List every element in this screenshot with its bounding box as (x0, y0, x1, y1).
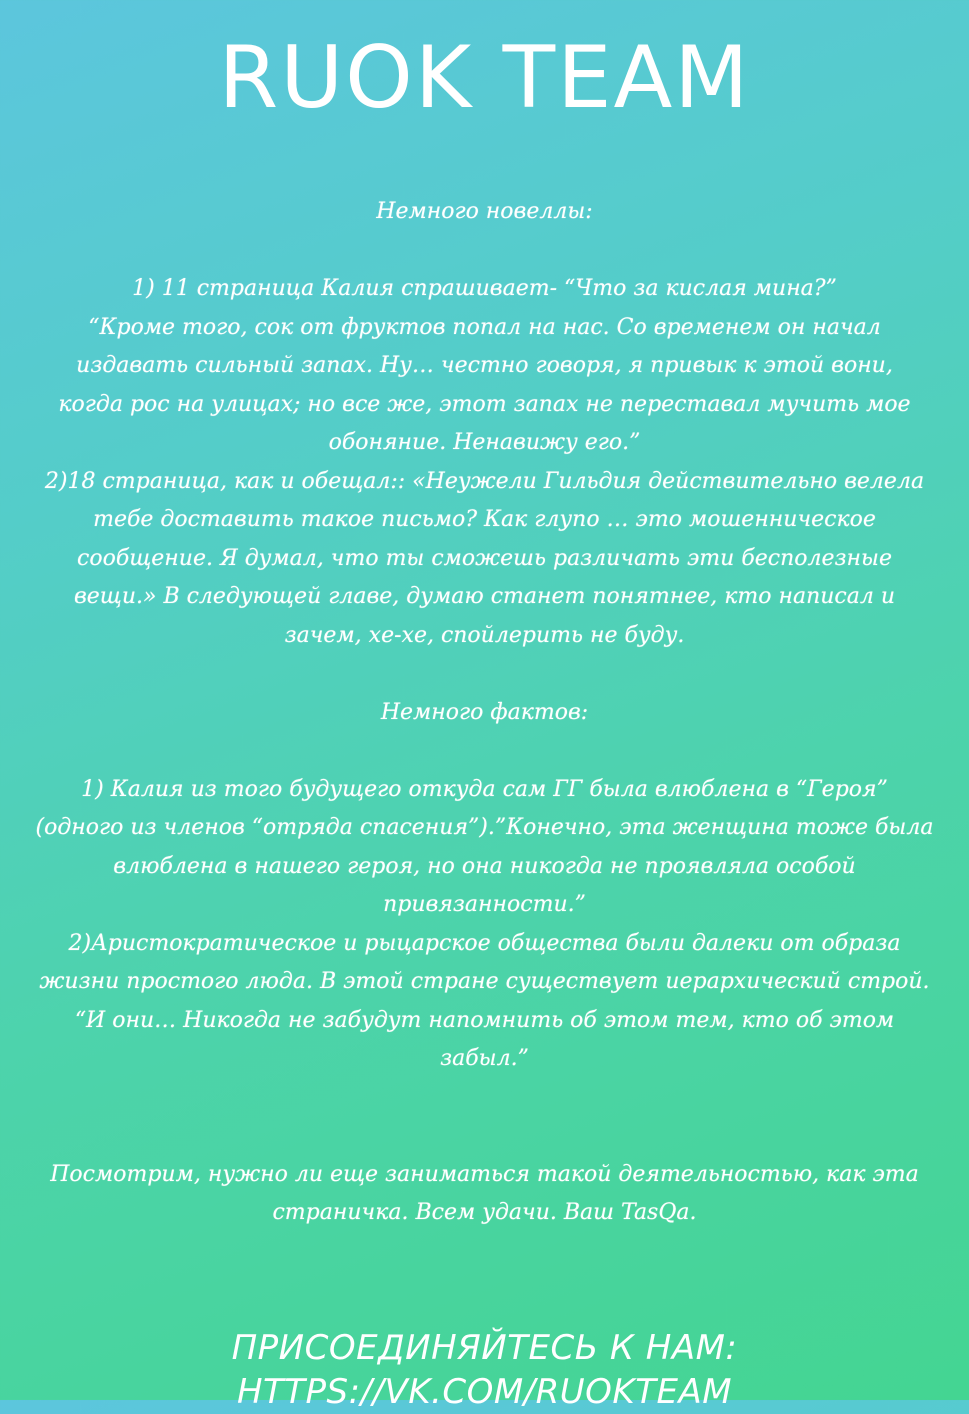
facts-item2-line: 2)Аристократическое и рыцарское общества были далеки от образа (68, 930, 901, 956)
facts-item1-line: влюблена в нашего героя, но она никогда не проявляла особой (113, 853, 856, 879)
novel-item2-line: 2)18 страница, как и обещал:: «Неужели Гильдия действительно велела (44, 468, 925, 494)
novel-item1-line: издавать сильный запах. Ну… честно говоря, я привык к этой вони, (76, 353, 893, 378)
facts-item1-line: привязанности.” (383, 892, 586, 917)
novel-heading: Немного новеллы: (376, 199, 593, 224)
team-title: RUOK TEAM (218, 28, 751, 128)
novel-item2-line: тебе доставить такое письмо? Как глупо … это мошенническое (93, 507, 876, 532)
novel-item1-line: обоняние. Ненавижу его.” (328, 430, 641, 455)
novel-item1-line: 1) 11 страница Калия спрашивает- “Что за кислая мина?” (132, 276, 837, 301)
novel-item2-line: вещи.» В следующей главе, думаю станет понятнее, кто написал и (73, 584, 896, 609)
novel-item2-line: сообщение. Я думал, что ты сможешь различать эти бесполезные (77, 545, 892, 571)
facts-heading: Немного фактов: (380, 699, 589, 725)
join-us-link[interactable]: ПРИСОЕДИНЯЙТЕСЬ К НАМ: HTTPS://VK.COM/RUOKTEAM (231, 1328, 738, 1412)
notes-content (22, 193, 947, 1233)
facts-item2-line: “И они… Никогда не забудут напомнить об этом тем, кто об этом (74, 1007, 895, 1033)
novel-item2-line: зачем, хе-хе, спойлерить не буду. (284, 622, 685, 648)
facts-item1-line: (одного из членов “отряда спасения”).”Конечно, эта женщина тоже была (35, 815, 934, 840)
novel-item1-line: “Кроме того, сок от фруктов попал на нас. Со временем он начал (88, 314, 881, 340)
facts-item2-line: жизни простого люда. В этой стране существует иерархический строй. (39, 969, 930, 994)
closing-line: Посмотрим, нужно ли еще заниматься такой деятельностью, как эта (50, 1161, 919, 1187)
closing-line: страничка. Всем удачи. Ваш TasQa. (272, 1200, 697, 1225)
facts-item2-line: забыл.” (440, 1046, 529, 1071)
novel-item1-line: когда рос на улицах; но все же, этот запах не переставал мучить мое (58, 391, 911, 417)
facts-item1-line: 1) Калия из того будущего откуда сам ГГ была влюблена в “Героя” (81, 776, 888, 802)
